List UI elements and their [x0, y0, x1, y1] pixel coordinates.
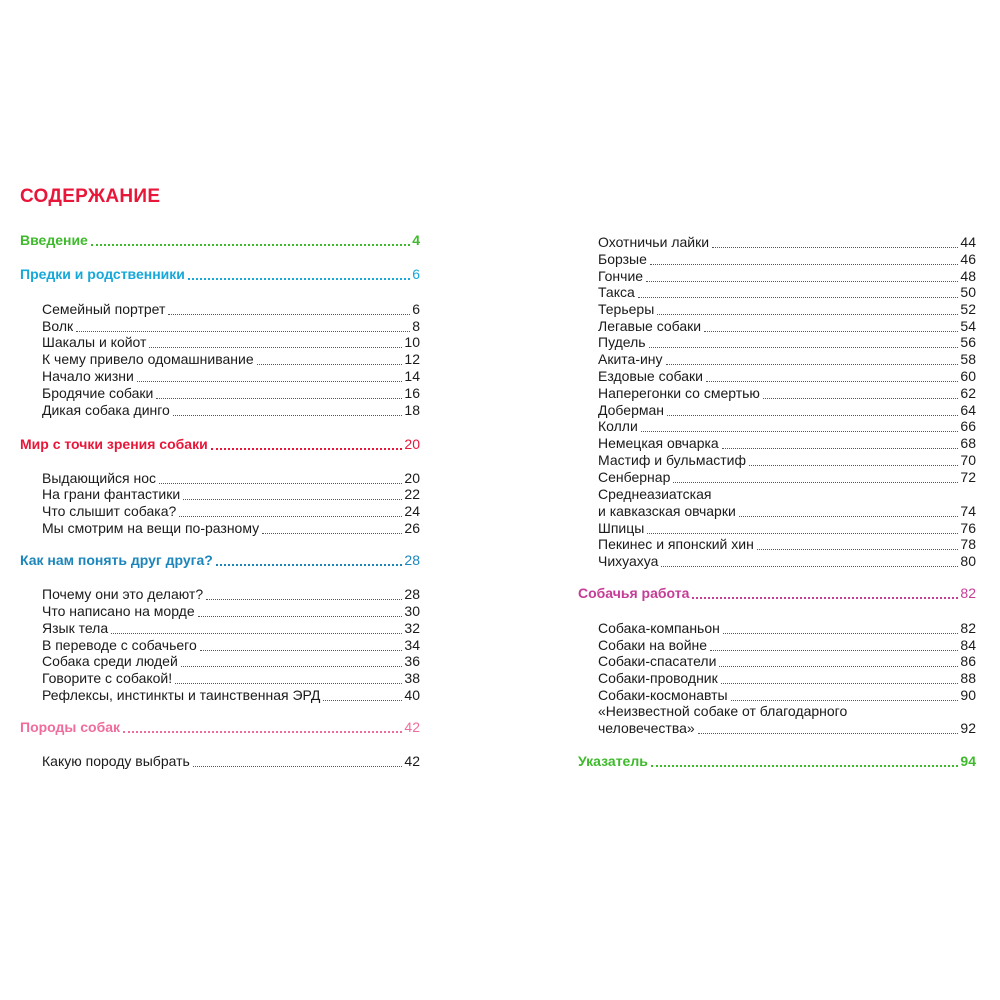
- section-label: Собачья работа: [578, 585, 690, 601]
- toc-item[interactable]: [598, 418, 976, 435]
- dot-leader: [156, 398, 402, 399]
- dot-leader: [704, 331, 958, 332]
- section-label: Мир с точки зрения собаки: [20, 436, 208, 452]
- item-label: Дикая собака динго: [42, 402, 170, 418]
- dot-leader: [211, 448, 403, 450]
- dot-leader: [749, 465, 958, 466]
- item-label: Собаки-космонавты: [598, 687, 728, 703]
- dot-leader: [757, 549, 959, 550]
- item-label: Что написано на морде: [42, 603, 195, 619]
- toc-item[interactable]: [598, 553, 976, 570]
- dot-leader: [763, 398, 959, 399]
- toc-item[interactable]: [42, 368, 420, 385]
- dot-leader: [91, 244, 410, 246]
- toc-section-index[interactable]: [578, 753, 976, 770]
- dot-leader: [76, 331, 410, 332]
- item-label: Мы смотрим на вещи по-разному: [42, 520, 260, 536]
- item-label: Мастиф и бульмастиф: [598, 452, 746, 468]
- dot-leader: [200, 650, 403, 651]
- item-label: Чихуахуа: [598, 553, 659, 569]
- item-label: Собаки на войне: [598, 637, 708, 653]
- item-label: Что слышит собака?: [42, 503, 177, 519]
- item-label: Язык тела: [42, 620, 109, 636]
- toc-item[interactable]: [598, 469, 976, 486]
- dot-leader: [712, 247, 958, 248]
- item-page: 12: [404, 351, 420, 367]
- dot-leader: [198, 616, 403, 617]
- toc-item[interactable]: [42, 586, 420, 603]
- toc-section-dog-world[interactable]: [20, 436, 420, 453]
- section-label: Породы собак: [20, 719, 121, 735]
- item-page: 58: [960, 351, 976, 367]
- dot-leader: [647, 533, 958, 534]
- dot-leader: [323, 700, 402, 701]
- item-page: 36: [404, 653, 420, 669]
- toc-item[interactable]: [598, 435, 976, 452]
- toc-item[interactable]: [42, 520, 420, 537]
- item-page: 24: [404, 503, 420, 519]
- dot-leader: [651, 765, 959, 767]
- item-page: 54: [960, 318, 976, 334]
- toc-item[interactable]: [42, 486, 420, 503]
- item-page: 38: [404, 670, 420, 686]
- dot-leader: [168, 314, 410, 315]
- dot-leader: [692, 597, 958, 599]
- dot-leader: [666, 364, 959, 365]
- toc-item[interactable]: [598, 318, 976, 335]
- item-label: В переводе с собачьего: [42, 637, 197, 653]
- item-page: 72: [960, 469, 976, 485]
- item-page: 56: [960, 334, 976, 350]
- toc-item[interactable]: [42, 670, 420, 687]
- dot-leader: [206, 599, 402, 600]
- toc-item[interactable]: [598, 385, 976, 402]
- dot-leader: [667, 415, 958, 416]
- toc-item[interactable]: [598, 536, 976, 553]
- toc-item[interactable]: [598, 720, 976, 737]
- dot-leader: [179, 516, 402, 517]
- item-page: 14: [404, 368, 420, 384]
- toc-item[interactable]: [598, 268, 976, 285]
- dot-leader: [111, 633, 402, 634]
- item-page: 68: [960, 435, 976, 451]
- item-page: 16: [404, 385, 420, 401]
- dot-leader: [181, 666, 403, 667]
- item-page: 8: [412, 318, 420, 334]
- toc-item[interactable]: [598, 334, 976, 351]
- toc-section-understanding[interactable]: [20, 552, 420, 569]
- item-page: 46: [960, 251, 976, 267]
- item-label: Начало жизни: [42, 368, 134, 384]
- item-page: 50: [960, 284, 976, 300]
- dot-leader: [661, 566, 958, 567]
- toc-item[interactable]: [42, 503, 420, 520]
- item-page: 76: [960, 520, 976, 536]
- item-label: Выдающийся нос: [42, 470, 157, 486]
- section-page: 20: [404, 436, 420, 452]
- item-page: 74: [960, 503, 976, 519]
- toc-item[interactable]: [598, 503, 976, 520]
- dot-leader: [706, 381, 958, 382]
- dot-leader: [649, 347, 959, 348]
- item-page: 44: [960, 234, 976, 250]
- toc-item-line[interactable]: [598, 486, 976, 503]
- toc-item[interactable]: [42, 402, 420, 419]
- item-label: Охотничьи лайки: [598, 234, 710, 250]
- item-label: К чему привело одомашнивание: [42, 351, 254, 367]
- section-label: Предки и родственники: [20, 266, 185, 282]
- dot-leader: [638, 297, 959, 298]
- item-label: Среднеазиатская: [598, 486, 712, 502]
- item-page: 90: [960, 687, 976, 703]
- item-label: Пудель: [598, 334, 646, 350]
- toc-section-breeds[interactable]: [20, 719, 420, 736]
- toc-item[interactable]: [42, 753, 420, 770]
- item-page: 82: [960, 620, 976, 636]
- item-label: Собака-компаньон: [598, 620, 720, 636]
- item-label: Терьеры: [598, 301, 655, 317]
- item-page: 64: [960, 402, 976, 418]
- dot-leader: [173, 415, 403, 416]
- item-label: Сенбернар: [598, 469, 671, 485]
- item-label: Бродячие собаки: [42, 385, 154, 401]
- item-page: 60: [960, 368, 976, 384]
- dot-leader: [193, 766, 403, 767]
- item-page: 42: [404, 753, 420, 769]
- item-page: 10: [404, 334, 420, 350]
- dot-leader: [149, 347, 402, 348]
- dot-leader: [731, 700, 959, 701]
- section-label: Указатель: [578, 753, 648, 769]
- item-page: 30: [404, 603, 420, 619]
- toc-item[interactable]: [598, 653, 976, 670]
- dot-leader: [723, 633, 959, 634]
- item-page: 78: [960, 536, 976, 552]
- item-label: Акита-ину: [598, 351, 663, 367]
- toc-item[interactable]: [598, 301, 976, 318]
- toc-item[interactable]: [598, 670, 976, 687]
- dot-leader: [698, 733, 959, 734]
- dot-leader: [159, 483, 402, 484]
- toc-item[interactable]: [42, 653, 420, 670]
- dot-leader: [216, 564, 403, 566]
- section-page: 4: [412, 232, 420, 248]
- dot-leader: [710, 650, 958, 651]
- dot-leader: [137, 381, 403, 382]
- item-page: 28: [404, 586, 420, 602]
- item-label: Колли: [598, 418, 638, 434]
- dot-leader: [722, 448, 959, 449]
- item-label: «Неизвестной собаке от благодарного: [598, 703, 848, 719]
- toc-item[interactable]: [42, 620, 420, 637]
- dot-leader: [262, 533, 402, 534]
- item-page: 18: [404, 402, 420, 418]
- item-label: Ездовые собаки: [598, 368, 703, 384]
- section-page: 42: [404, 719, 420, 735]
- item-page: 66: [960, 418, 976, 434]
- item-label: Какую породу выбрать: [42, 753, 190, 769]
- item-page: 88: [960, 670, 976, 686]
- toc-item[interactable]: [598, 637, 976, 654]
- toc-item[interactable]: [598, 402, 976, 419]
- item-label: Гончие: [598, 268, 644, 284]
- toc-section-ancestors[interactable]: [20, 266, 420, 283]
- item-label: и кавказская овчарки: [598, 503, 736, 519]
- item-page: 6: [412, 301, 420, 317]
- toc-item-line[interactable]: [598, 703, 976, 720]
- item-label: На грани фантастики: [42, 486, 181, 502]
- item-label: Такса: [598, 284, 635, 300]
- item-label: Собаки-проводник: [598, 670, 718, 686]
- toc-item[interactable]: [42, 385, 420, 402]
- toc-section-introduction[interactable]: [20, 232, 420, 249]
- toc-item[interactable]: [42, 603, 420, 620]
- item-label: Доберман: [598, 402, 665, 418]
- dot-leader: [657, 314, 958, 315]
- item-label: Немецкая овчарка: [598, 435, 719, 451]
- dot-leader: [739, 516, 959, 517]
- toc-item[interactable]: [42, 318, 420, 335]
- toc-item[interactable]: [598, 368, 976, 385]
- item-page: 84: [960, 637, 976, 653]
- dot-leader: [646, 281, 958, 282]
- item-label: человечества»: [598, 720, 695, 736]
- toc-item[interactable]: [42, 351, 420, 368]
- item-label: Шакалы и койот: [42, 334, 147, 350]
- section-label: Введение: [20, 232, 88, 248]
- item-label: Волк: [42, 318, 74, 334]
- toc-item[interactable]: [598, 234, 976, 251]
- section-page: 6: [412, 266, 420, 282]
- dot-leader: [123, 731, 402, 733]
- section-page: 28: [404, 552, 420, 568]
- toc-item[interactable]: [42, 687, 420, 704]
- toc-item[interactable]: [598, 452, 976, 469]
- item-page: 70: [960, 452, 976, 468]
- dot-leader: [721, 683, 959, 684]
- item-label: Легавые собаки: [598, 318, 702, 334]
- dot-leader: [719, 666, 958, 667]
- item-label: Борзые: [598, 251, 647, 267]
- item-page: 52: [960, 301, 976, 317]
- section-page: 94: [960, 753, 976, 769]
- dot-leader: [673, 482, 958, 483]
- toc-item[interactable]: [42, 470, 420, 487]
- item-page: 48: [960, 268, 976, 284]
- item-label: Говорите с собакой!: [42, 670, 173, 686]
- item-page: 80: [960, 553, 976, 569]
- item-label: Пекинес и японский хин: [598, 536, 754, 552]
- item-page: 62: [960, 385, 976, 401]
- toc-item[interactable]: [598, 520, 976, 537]
- item-page: 32: [404, 620, 420, 636]
- toc-item[interactable]: [598, 351, 976, 368]
- item-label: Шпицы: [598, 520, 645, 536]
- item-label: Почему они это делают?: [42, 586, 204, 602]
- toc-item[interactable]: [598, 284, 976, 301]
- section-page: 82: [960, 585, 976, 601]
- item-label: Собака среди людей: [42, 653, 178, 669]
- item-page: 86: [960, 653, 976, 669]
- item-label: Собаки-спасатели: [598, 653, 717, 669]
- section-label: Как нам понять друг друга?: [20, 552, 213, 568]
- dot-leader: [641, 431, 959, 432]
- toc-section-dog-work[interactable]: [578, 585, 976, 602]
- dot-leader: [183, 499, 402, 500]
- item-page: 40: [404, 687, 420, 703]
- item-page: 20: [404, 470, 420, 486]
- toc-item[interactable]: [42, 334, 420, 351]
- item-page: 92: [960, 720, 976, 736]
- toc-item[interactable]: [598, 620, 976, 637]
- item-page: 34: [404, 637, 420, 653]
- dot-leader: [188, 278, 410, 280]
- toc-item[interactable]: [598, 251, 976, 268]
- page-title: СОДЕРЖАНИЕ: [20, 186, 161, 207]
- item-label: Наперегонки со смертью: [598, 385, 760, 401]
- dot-leader: [650, 264, 959, 265]
- dot-leader: [257, 364, 403, 365]
- item-page: 22: [404, 486, 420, 502]
- toc-item[interactable]: [598, 687, 976, 704]
- item-label: Рефлексы, инстинкты и таинственная ЭРД: [42, 687, 321, 703]
- item-page: 26: [404, 520, 420, 536]
- toc-item[interactable]: [42, 301, 420, 318]
- item-label: Семейный портрет: [42, 301, 166, 317]
- toc-item[interactable]: [42, 637, 420, 654]
- dot-leader: [175, 683, 402, 684]
